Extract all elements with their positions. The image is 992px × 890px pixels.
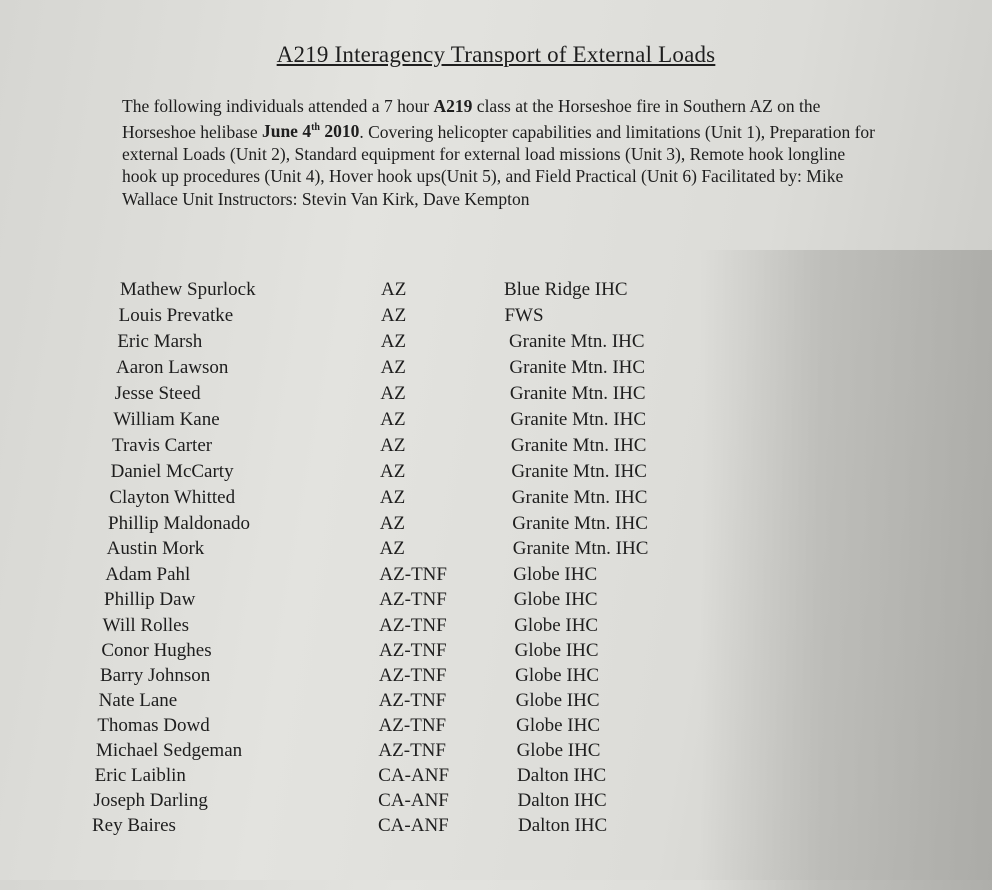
attendee-state: AZ	[379, 486, 406, 508]
attendee-name: Mathew Spurlock	[120, 279, 256, 300]
attendee-crew: Dalton IHC	[517, 790, 607, 812]
attendee-state: CA-ANF	[378, 790, 449, 812]
attendee-name: Joseph Darling	[93, 790, 208, 812]
attendee-state: AZ	[380, 383, 406, 405]
attendee-crew: Granite Mtn. IHC	[509, 357, 646, 379]
course-date: June 4th 2010	[261, 121, 360, 142]
attendee-name: Daniel McCarty	[110, 461, 234, 483]
attendee-crew: Granite Mtn. IHC	[510, 435, 647, 457]
attendee-crew: Globe IHC	[515, 690, 600, 712]
attendee-name: Eric Marsh	[117, 331, 203, 353]
attendee-state: AZ-TNF	[378, 690, 447, 712]
attendee-name: Aaron Lawson	[116, 357, 229, 379]
attendee-state: AZ	[380, 435, 406, 457]
attendee-crew: Globe IHC	[516, 715, 600, 737]
attendee-crew: Granite Mtn. IHC	[511, 461, 647, 483]
attendee-name: Barry Johnson	[100, 664, 211, 686]
attendee-name: Eric Laiblin	[94, 765, 186, 787]
attendee-state: AZ	[380, 331, 407, 353]
attendee-name: Phillip Daw	[104, 589, 196, 611]
intro-text-2: class at the Horseshoe fire in Southern AZ on the Horseshoe helibase	[122, 96, 821, 142]
attendee-name: Rey Baires	[92, 815, 176, 836]
page-title: A219 Interagency Transport of External Loads	[276, 42, 716, 67]
intro-paragraph	[122, 95, 882, 210]
attendee-name: Phillip Maldonado	[108, 512, 250, 534]
attendee-crew: Granite Mtn. IHC	[512, 538, 649, 560]
attendee-name: Adam Pahl	[105, 563, 191, 585]
page-shadow	[700, 250, 992, 890]
attendee-crew: Granite Mtn. IHC	[510, 409, 646, 431]
attendee-state: AZ-TNF	[378, 664, 447, 686]
attendee-name: Travis Carter	[112, 435, 213, 457]
attendee-crew: Granite Mtn. IHC	[509, 383, 646, 405]
attendee-name: Clayton Whitted	[109, 486, 236, 508]
attendee-name: William Kane	[113, 409, 220, 431]
attendee-crew: Granite Mtn. IHC	[508, 331, 645, 353]
attendee-crew: Globe IHC	[514, 614, 599, 636]
attendee-name: Will Rolles	[102, 614, 189, 636]
attendee-state: AZ	[379, 512, 406, 534]
attendee-crew: Globe IHC	[515, 664, 600, 686]
attendee-state: AZ-TNF	[379, 589, 447, 611]
attendee-crew: Globe IHC	[513, 563, 598, 585]
attendee-state: AZ-TNF	[379, 614, 447, 636]
attendee-state: AZ-TNF	[379, 563, 447, 585]
attendee-state: AZ	[381, 279, 407, 300]
attendee-state: AZ-TNF	[378, 740, 446, 762]
attendee-state: CA-ANF	[378, 815, 449, 836]
course-code: A219	[433, 96, 473, 116]
attendee-state: AZ	[380, 461, 406, 483]
attendee-name: Thomas Dowd	[97, 715, 210, 737]
attendee-state: AZ	[380, 409, 406, 431]
attendee-crew: FWS	[504, 305, 544, 327]
attendee-crew: Dalton IHC	[517, 765, 607, 787]
attendee-name: Conor Hughes	[101, 639, 212, 661]
attendee-name: Nate Lane	[98, 690, 178, 712]
attendee-name: Austin Mork	[106, 538, 205, 560]
attendee-crew: Dalton IHC	[518, 815, 608, 836]
attendee-crew: Globe IHC	[513, 589, 598, 611]
attendee-state: AZ-TNF	[378, 715, 447, 737]
attendee-name: Michael Sedgeman	[96, 740, 243, 762]
attendee-name: Louis Prevatke	[118, 305, 234, 327]
attendee-state: AZ	[379, 538, 405, 560]
attendee-name: Jesse Steed	[114, 383, 201, 405]
intro-text-3: . Covering helicopter capabilities and limitations (Unit 1), Preparation for external Loads (Unit 2), Standard equipment for external load missions (Unit 3), Remote hook longline hook up procedures (Unit 4), Hover hook ups(Unit 5), and Field Practical (Unit 6) Facilitated by: Mike Wallace Unit Instructors: Stevin Van Kirk, Dave Kempton	[122, 121, 875, 209]
attendee-crew: Blue Ridge IHC	[504, 279, 628, 300]
attendee-state: CA-ANF	[378, 765, 450, 787]
attendee-state: AZ-TNF	[379, 639, 447, 661]
attendee-state: AZ	[380, 305, 407, 327]
attendee-crew: Granite Mtn. IHC	[512, 512, 648, 534]
intro-text-1: The following individuals attended a 7 hour	[122, 96, 434, 116]
attendee-crew: Globe IHC	[516, 740, 601, 762]
attendee-crew: Globe IHC	[514, 639, 599, 661]
attendee-state: AZ	[380, 357, 406, 379]
attendee-crew: Granite Mtn. IHC	[511, 486, 648, 508]
